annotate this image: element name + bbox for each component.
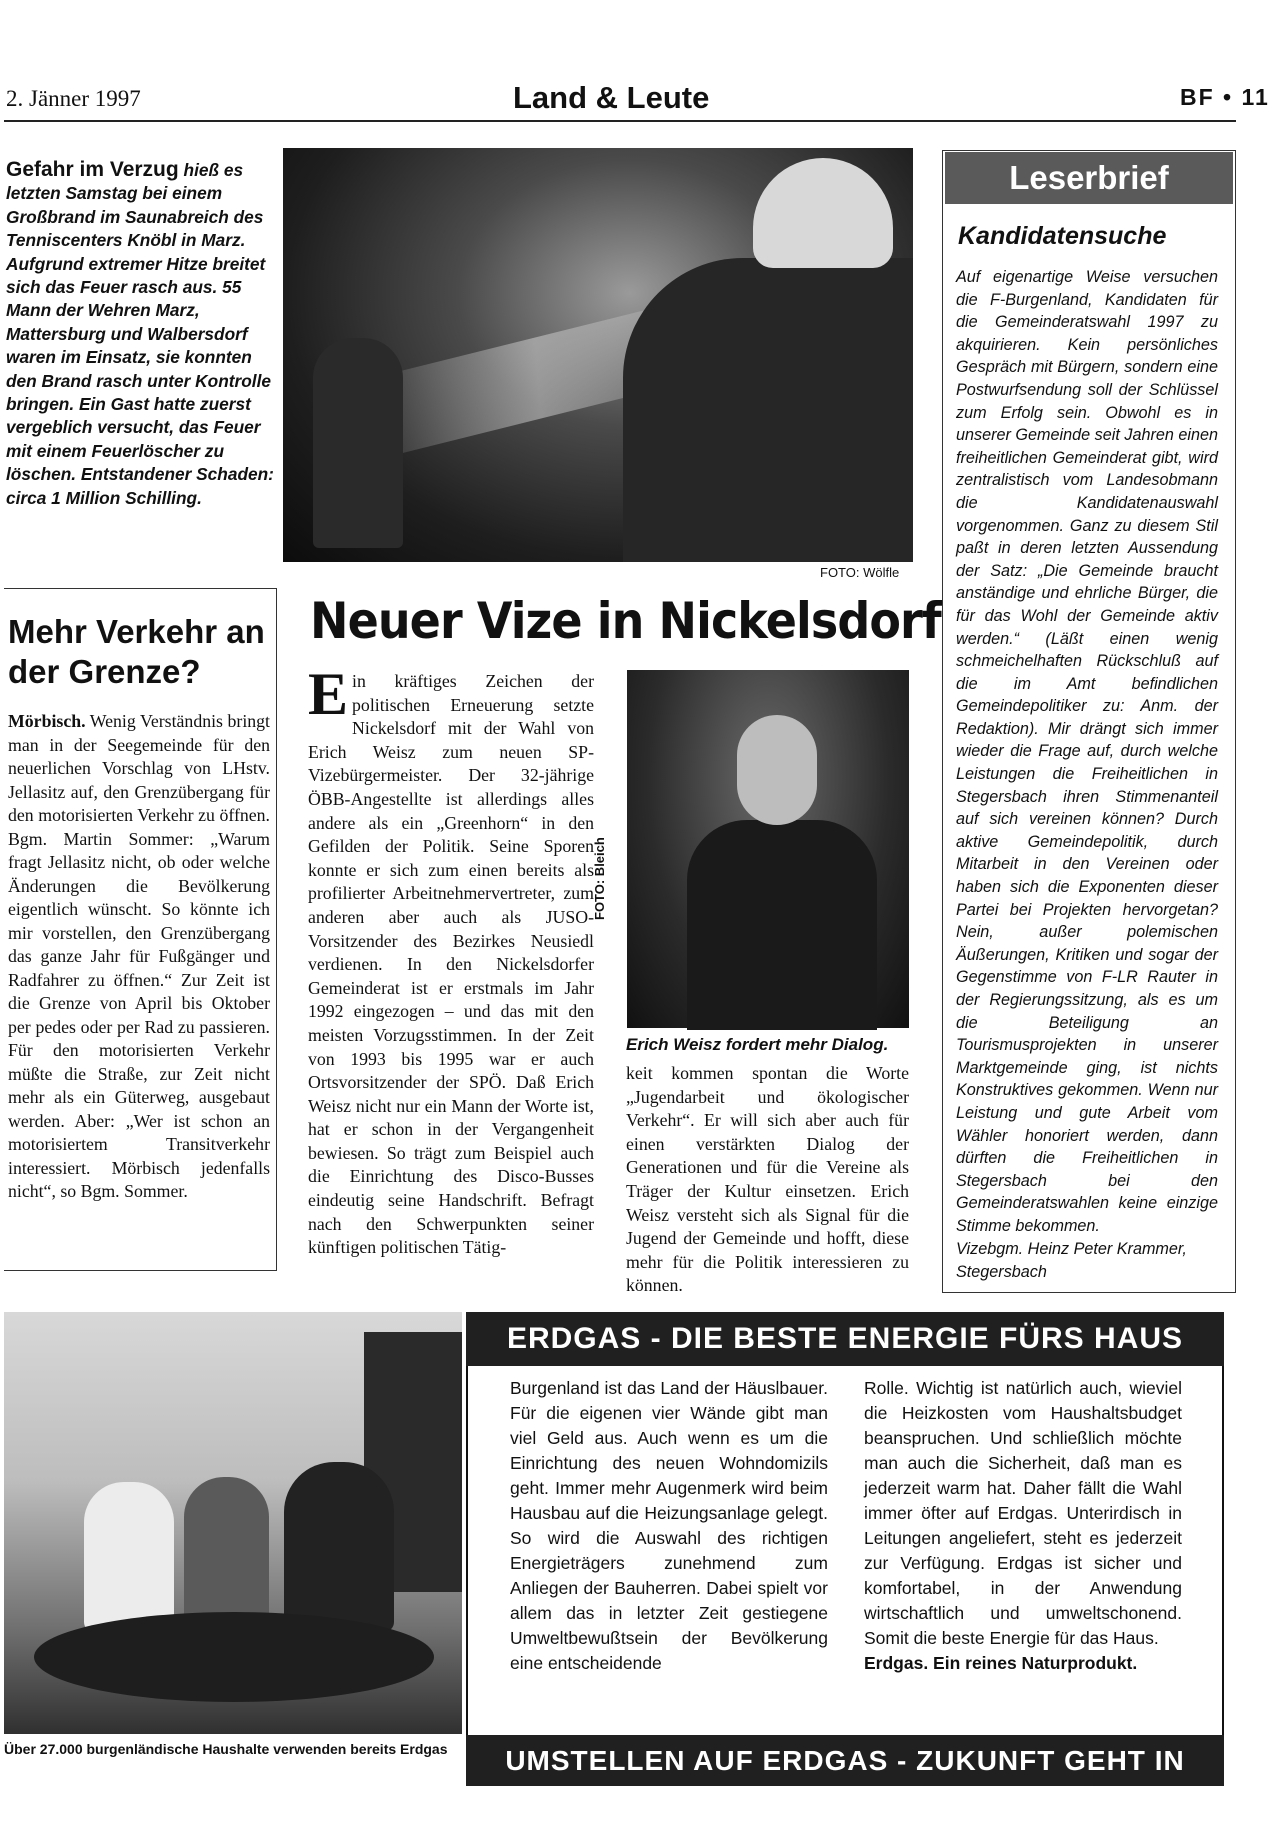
main-article-text1: in kräftiges Zeichen der politischen Erneuerung setzte Nickelsdorf mit der Wahl von Erich Weisz zum neuen SP-Vizebürgermeister. Der 32-jährige ÖBB-Angestellte ist allerdings alles andere als ein „Greenhorn“ in den Gefilden der Politik. Seine Sporen konnte er sich zum einen bereits als profilierter Arbeitnehmervertreter, zum anderen aber auch als JUSO-Vorsitzender des Bezirkes Neusiedl verdienen. In den Nickelsdorfer Gemeinderat ist er erstmals im Jahr 1992 eingezogen – und das mit den meisten Vorzugsstimmen. In der Zeit von 1993 bis 1995 war er auch Ortsvorsitzender der SPÖ. Daß Erich Weisz nicht nur ein Mann der Worte ist, hat er schon in der Vergangenheit bewiesen. So trägt zum Beispiel auch die Einrichtung des Disco-Busses eindeutig seine Handschrift. Befragt nach den Schwerpunkten seiner künftigen politischen Tätig- [308, 671, 594, 1258]
fire-caption [6, 158, 276, 510]
main-article-col2: keit kommen spontan die Worte „Jugendarbeit und ökologischer Verkehr“. Er will sich aber auch für einen verstärkten Dialog der Generationen und für die Vereine als Träger der Kultur einsetzen. Erich Weisz versteht sich als Signal für die Jugend der Gemeinde und hofft, diese mehr für die Politik interessieren zu können. [626, 1063, 909, 1296]
firefighter-helmet [753, 158, 893, 268]
firefighter-figure [313, 338, 403, 548]
ad-footer: UMSTELLEN AUF ERDGAS - ZUKUNFT GEHT IN SERIE [466, 1735, 1224, 1786]
fire-lead: Gefahr im Verzug [6, 158, 179, 181]
letter-body: Auf eigenartige Weise versuchen die F-Burgenland, Kandidaten für die Gemeinderatswahl 1997 zu akquirieren. Kein persönliches Gespräch mit Bürgern, sondern eine Postwurfsendung soll der Schlüssel zum Erfolg sein. Obwohl es in unserer Gemeinde seit Jahren einen freiheitlichen Gemeinderat gibt, wird zentralistisch vom Landesobmann die Kandidatenauswahl vorgenommen. Ganz zu diesem Stil paßt in deren letzten Aussendung der Satz: „Die Gemeinde braucht anständige und ehrliche Bürger, die für das Wohl der Gemeinde aktiv werden.“ (Läßt einen wenig schmeichelhaften Rückschluß auf die im Amt befindlichen Gemeindepolitiker zu: Anm. der Redaktion). Mir drängt sich immer wieder die Frage auf, durch welche Leistungen die Freiheitlichen in Stegersbach ihren Stimmenanteil auf sich vereinen können? Durch aktive Gemeindepolitik, durch Mitarbeit in den Vereinen oder haben sich die Exponenten dieser Partei bei Projekten hervorgetan? Nein, außer polemischen Äußerungen, Kritiken und sogar der Gegenstimme von F-LR Rauter in der Regierungssitzung, als es um die Beteiligung an Tourismusprojekten in unserer Marktgemeinde ging, ist nichts Konstruktives gekommen. Wenn nur Leistung und gute Arbeit vom Wähler honoriert werden, dann dürften die Freiheitlichen in Stegersbach bei den Gemeinderatswahlen keine einzige Stimme bekommen. [956, 268, 1218, 1235]
main-article-col1 [308, 661, 594, 1260]
issue-date: 2. Jänner 1997 [6, 86, 141, 111]
portrait-caption: Erich Weisz fordert mehr Dialog. [626, 1035, 889, 1054]
header-rule [4, 120, 1236, 122]
portrait-body [687, 820, 877, 1030]
ad-col2 [864, 1376, 1182, 1676]
fire-text: hieß es letzten Samstag bei einem Großbrand im Saunabreich des Tenniscenters Knöbl in Marz. Aufgrund extremer Hitze breitet sich das Feuer rasch aus. 55 Mann der Wehren Marz, Mattersburg und Walbersdorf waren im Einsatz, sie konnten den Brand rasch unter Kontrolle bringen. Ein Gast hatte zuerst vergeblich versucht, das Feuer mit einem Feuerlöscher zu löschen. Entstandener Schaden: circa 1 Million Schilling. [6, 160, 274, 508]
person-older-man [284, 1462, 394, 1632]
drop-cap: E [308, 661, 349, 727]
fire-photo [283, 148, 913, 562]
family-photo [4, 1312, 462, 1734]
portrait-face [737, 715, 817, 825]
section-title: Land & Leute [513, 80, 710, 115]
letter-title: Kandidatensuche [958, 222, 1167, 250]
portrait-photo [627, 670, 909, 1028]
left-article-place: Mörbisch. [8, 711, 86, 731]
page-number: BF • 11 [1180, 84, 1270, 110]
ad-header: ERDGAS - DIE BESTE ENERGIE FÜRS HAUS [466, 1312, 1224, 1366]
table [34, 1612, 434, 1702]
left-article-body [8, 710, 270, 1204]
left-article-text: Wenig Verständnis bringt man in der Seegemeinde für den neuerlichen Vorschlag von LHstv. Jellasitz auf, den Grenzübergang für den motorisierten Verkehr zu öffnen. Bgm. Martin Sommer: „Warum fragt Jellasitz nicht, ob oder welche Änderungen die Bevölkerung eigentlich wünscht. So könnte ich mir vorstellen, den Grenzübergang das ganze Jahr für Fußgänger und Radfahrer zu öffnen.“ Zur Zeit ist die Grenze von April bis Oktober per pedes oder per Rad zu passieren. Für den motorisierten Verkehr müßte die Straße, zur Zeit nicht mehr als ein Güterweg, ausgebaut werden. Aber: „Wer ist schon an motorisiertem Transitverkehr interessiert. Mörbisch jedenfalls nicht“, so Bgm. Sommer. [8, 711, 270, 1201]
letter-header: Leserbrief [945, 152, 1233, 204]
family-photo-caption: Über 27.000 burgenländische Haushalte verwenden bereits Erdgas [4, 1741, 448, 1757]
ad-col2-bold: Erdgas. Ein reines Naturprodukt. [864, 1653, 1138, 1673]
person-man [184, 1477, 269, 1627]
fire-photo-credit: FOTO: Wölfle [820, 565, 900, 580]
person-woman [84, 1482, 174, 1632]
ad-col1: Burgenland ist das Land der Häuslbauer. Für die eigenen vier Wände gibt man viel Geld aus. Auch wenn es um die Einrichtung des neuen Wohndomizils geht. Immer mehr Augenmerk wird beim Hausbau auf die Heizungsanlage gelegt. So wird die Auswahl des richtigen Energieträgers zunehmend zum Anliegen der Bauherren. Dabei spielt vor allem das in letzter Zeit gestiegene Umweltbewußtsein der Bevölkerung eine entscheidende [510, 1378, 828, 1673]
portrait-photo-credit: FOTO: Bleich [592, 837, 607, 920]
firefighter-coat [623, 258, 913, 562]
left-article-title: Mehr Verkehr an der Grenze? [8, 613, 265, 690]
main-article-title: Neuer Vize in Nickelsdorf [310, 592, 941, 650]
letter-signature: Vizebgm. Heinz Peter Krammer, Stegersbach [956, 1240, 1187, 1281]
ad-col2-text: Rolle. Wichtig ist natürlich auch, wieviel die Heizkosten vom Haushaltsbudget beanspruchen. Und schließlich möchte man auch die Sicherheit, daß man es jederzeit warm hat. Daher fällt die Wahl immer öfter auf Erdgas. Unterirdisch in Leitungen angeliefert, steht es jederzeit zur Verfügung. Erdgas ist sicher und komfortabel, in der Anwendung wirtschaftlich und umweltschonend. Somit die beste Energie für das Haus. [864, 1378, 1182, 1648]
